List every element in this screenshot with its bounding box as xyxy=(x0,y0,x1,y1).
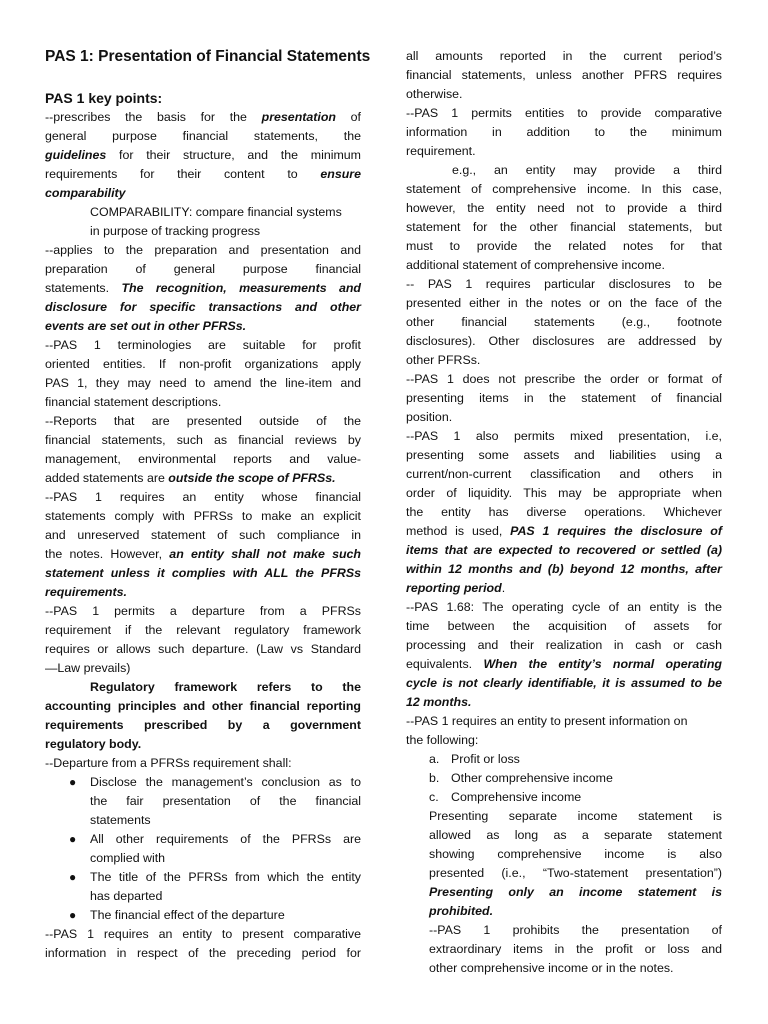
paragraph-line: requirements prescribed by a government xyxy=(45,718,361,732)
paragraph-line: statement for the other financial statements, but xyxy=(406,220,722,234)
list-marker: b. xyxy=(429,771,440,785)
paragraph-line: --PAS 1.68: The operating cycle of an entity is the xyxy=(406,600,722,614)
paragraph-line: --Departure from a PFRSs requirement shall: xyxy=(45,756,292,770)
paragraph-line: other financial statements (e.g., footnote xyxy=(406,315,722,329)
paragraph-line: —Law prevails) xyxy=(45,661,131,675)
paragraph-line: statement of comprehensive income. In this case, xyxy=(406,182,722,196)
paragraph-line: and unreserved statement of such compliance in xyxy=(45,528,361,542)
list-item: Other comprehensive income xyxy=(451,771,613,785)
paragraph-line: the notes. However, an entity shall not make such xyxy=(45,547,362,561)
bullet-item: The title of the PFRSs from which the entity xyxy=(90,870,361,884)
paragraph-line: other PFRSs. xyxy=(406,353,481,367)
paragraph-line: --PAS 1 permits a departure from a PFRSs xyxy=(45,604,361,618)
bullet-dot: ● xyxy=(69,832,77,846)
paragraph-line: information in respect of the preceding period for xyxy=(45,946,361,960)
paragraph-line: disclosure for specific transactions and other xyxy=(45,300,361,314)
paragraph-line: statements. The recognition, measurements and xyxy=(45,281,361,295)
paragraph-line: --PAS 1 permits entities to provide comparative xyxy=(406,106,722,120)
comparability-note: in purpose of tracking progress xyxy=(90,224,261,238)
list-marker: a. xyxy=(429,752,440,766)
bullet-item: The financial effect of the departure xyxy=(90,908,285,922)
paragraph-line: extraordinary items in the profit or loss and xyxy=(429,942,722,956)
bullet-item: the fair presentation of the financial xyxy=(90,794,361,808)
paragraph-line: --PAS 1 also permits mixed presentation, i.e, xyxy=(406,429,722,443)
paragraph-line: allowed as long as a separate statement xyxy=(429,828,722,842)
paragraph-line: position. xyxy=(406,410,453,424)
key-points-heading: PAS 1 key points: xyxy=(45,90,163,106)
paragraph-line: statement unless it complies with ALL the PFRSs xyxy=(45,566,361,580)
paragraph-line: processing and their realization in cash or cash xyxy=(406,638,722,652)
paragraph-line: information in addition to the minimum xyxy=(406,125,722,139)
paragraph-line: --PAS 1 terminologies are suitable for profit xyxy=(45,338,361,352)
paragraph-line: method is used, PAS 1 requires the disclosure of xyxy=(406,524,722,538)
page-title: PAS 1: Presentation of Financial Statements xyxy=(45,48,371,65)
paragraph-line: --applies to the preparation and presentation and xyxy=(45,243,361,257)
paragraph-line: otherwise. xyxy=(406,87,463,101)
paragraph-line: must to provide the related notes for that xyxy=(406,239,722,253)
paragraph-line: --PAS 1 prohibits the presentation of xyxy=(429,923,722,937)
paragraph-line: events are set out in other PFRSs. xyxy=(45,319,247,333)
paragraph-line: accounting principles and other financial reporting xyxy=(45,699,361,713)
paragraph-line: requires or allows such departure. (Law vs Standard xyxy=(45,642,361,656)
paragraph-line: preparation of general purpose financial xyxy=(45,262,361,276)
paragraph-line: 12 months. xyxy=(406,695,472,709)
paragraph-line: -- PAS 1 requires particular disclosures to be xyxy=(406,277,722,291)
paragraph-line: guidelines for their structure, and the minimum xyxy=(45,148,361,162)
list-marker: c. xyxy=(429,790,439,804)
paragraph-line: disclosures). Other disclosures are addressed by xyxy=(406,334,722,348)
paragraph-line: requirements. xyxy=(45,585,127,599)
paragraph-line: prohibited. xyxy=(429,904,494,918)
paragraph-line: time between the acquisition of assets for xyxy=(406,619,722,633)
paragraph-line: e.g., an entity may provide a third xyxy=(452,163,722,177)
paragraph-line: order of liquidity. This may be appropriate when xyxy=(406,486,722,500)
paragraph-line: --PAS 1 requires an entity whose financial xyxy=(45,490,361,504)
paragraph-line: added statements are outside the scope of PFRSs. xyxy=(45,471,336,485)
paragraph-line: financial statements, such as financial reviews by xyxy=(45,433,361,447)
bullet-dot: ● xyxy=(69,870,77,884)
paragraph-line: Presenting only an income statement is xyxy=(429,885,722,899)
bullet-dot: ● xyxy=(69,775,77,789)
paragraph-line: all amounts reported in the current period’s xyxy=(406,49,722,63)
paragraph-line: --prescribes the basis for the presentation of xyxy=(45,110,361,124)
paragraph-line: presenting items in the statement of financial xyxy=(406,391,722,405)
bullet-item: has departed xyxy=(90,889,163,903)
paragraph-line: the entity has diverse operations. Whichever xyxy=(406,505,722,519)
paragraph-line: other comprehensive income or in the notes. xyxy=(429,961,674,975)
paragraph-line: equivalents. When the entity’s normal operating xyxy=(406,657,722,671)
paragraph-line: --PAS 1 requires an entity to present comparative xyxy=(45,927,361,941)
paragraph-line: the following: xyxy=(406,733,479,747)
bullet-item: All other requirements of the PFRSs are xyxy=(90,832,361,846)
paragraph-line: presented (i.e., “Two-statement presentation”) xyxy=(429,866,722,880)
paragraph-line: management, environmental reports and value- xyxy=(45,452,361,466)
paragraph-line: requirement if the relevant regulatory framework xyxy=(45,623,361,637)
paragraph-line: reporting period. xyxy=(406,581,506,595)
paragraph-line: current/non-current classification and others in xyxy=(406,467,722,481)
paragraph-line: financial statement descriptions. xyxy=(45,395,222,409)
paragraph-line: --PAS 1 does not prescribe the order or format of xyxy=(406,372,722,386)
paragraph-line: --Reports that are presented outside of the xyxy=(45,414,361,428)
paragraph-line: oriented entities. If non-profit organizations apply xyxy=(45,357,361,371)
paragraph-line: requirements for their content to ensure xyxy=(45,167,361,181)
paragraph-line: presented either in the notes or on the face of the xyxy=(406,296,722,310)
paragraph-line: additional statement of comprehensive income. xyxy=(406,258,665,272)
paragraph-line: statements comply with PFRSs to make an explicit xyxy=(45,509,361,523)
paragraph-line: PAS 1, they may need to amend the line-item and xyxy=(45,376,361,390)
paragraph-line: however, the entity need not to provide a third xyxy=(406,201,722,215)
bullet-item: complied with xyxy=(90,851,166,865)
paragraph-line: regulatory body. xyxy=(45,737,142,751)
comparability-note: COMPARABILITY: compare financial systems xyxy=(90,205,342,219)
paragraph-line: Regulatory framework refers to the xyxy=(90,680,361,694)
paragraph-line: Presenting separate income statement is xyxy=(429,809,722,823)
paragraph-line: items that are expected to recovered or settled (a) xyxy=(406,543,722,557)
list-item: Profit or loss xyxy=(451,752,520,766)
bullet-item: Disclose the management’s conclusion as to xyxy=(90,775,361,789)
paragraph-line: showing comprehensive income is also xyxy=(429,847,722,861)
paragraph-line: within 12 months and (b) beyond 12 months, after xyxy=(406,562,722,576)
bullet-item: statements xyxy=(90,813,151,827)
paragraph-line: financial statements, unless another PFRS requires xyxy=(406,68,722,82)
paragraph-line: --PAS 1 requires an entity to present information on xyxy=(406,714,688,728)
list-item: Comprehensive income xyxy=(451,790,582,804)
paragraph-line: comparability xyxy=(45,186,126,200)
paragraph-line: requirement. xyxy=(406,144,476,158)
paragraph-line: cycle is not clearly identifiable, it is assumed to be xyxy=(406,676,722,690)
paragraph-line: general purpose financial statements, the xyxy=(45,129,361,143)
bullet-dot: ● xyxy=(69,908,77,922)
paragraph-line: presenting some assets and liabilities using a xyxy=(406,448,722,462)
